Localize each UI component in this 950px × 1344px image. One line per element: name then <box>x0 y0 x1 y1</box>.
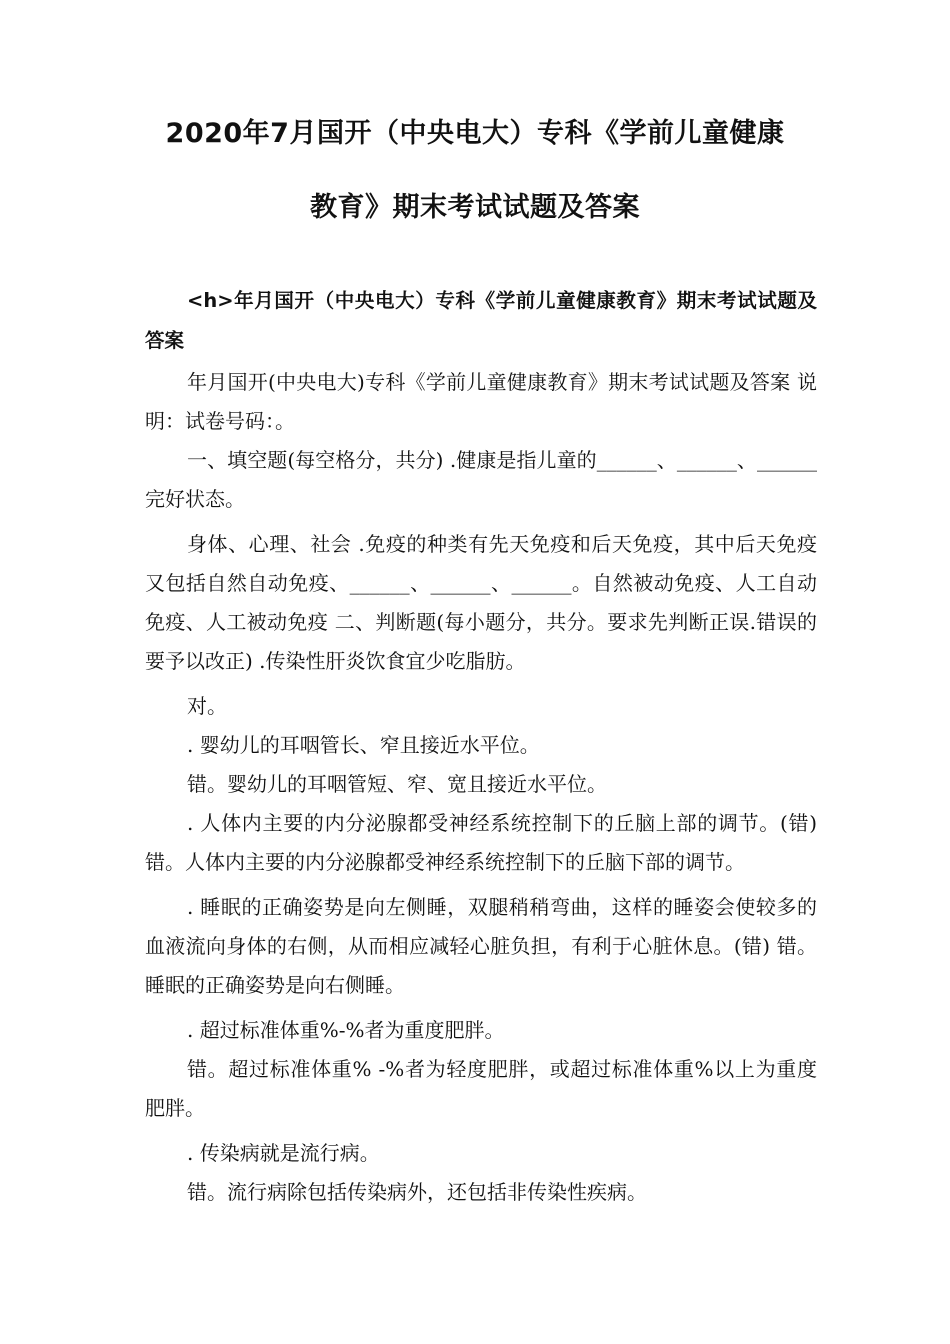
document-title-line-2: 教育》期末考试试题及答案 <box>310 192 640 223</box>
paragraph-heading: <h>年月国开（中央电大）专科《学前儿童健康教育》期末考试试题及答案 <box>145 289 817 352</box>
paragraph-question-2: . 婴幼儿的耳咽管长、窄且接近水平位。 <box>187 733 540 757</box>
paragraph-question-6: . 传染病就是流行病。 <box>187 1141 380 1165</box>
paragraph-fill-in-2: 身体、心理、社会 .免疫的种类有先天免疫和后天免疫，其中后天免疫又包括自然自动免疫、______、______、______。自然被动免疫、人工自动免疫、人工被动免疫 二、判断题(每小题分，共分。要求先判断正误.错误的要予以改正) .传染性肝炎饮食宜少吃脂肪。 <box>145 532 817 673</box>
paragraph-question-3: . 人体内主要的内分泌腺都受神经系统控制下的丘脑上部的调节。(错) 错。人体内主要的内分泌腺都受神经系统控制下的丘脑下部的调节。 <box>145 811 817 874</box>
paragraph-answer-5: 错。超过标准体重% -%者为轻度肥胖，或超过标准体重%以上为重度肥胖。 <box>145 1057 817 1120</box>
paragraph-intro: 年月国开(中央电大)专科《学前儿童健康教育》期末考试试题及答案 说明：试卷号码：。 <box>145 370 817 433</box>
paragraph-question-4: . 睡眠的正确姿势是向左侧睡，双腿稍稍弯曲，这样的睡姿会使较多的血液流向身体的右侧，从而相应减轻心脏负担，有利于心脏休息。(错) 错。睡眠的正确姿势是向右侧睡。 <box>145 895 817 997</box>
paragraph-answer-2: 错。婴幼儿的耳咽管短、窄、宽且接近水平位。 <box>187 772 607 796</box>
paragraph-answer-1: 对。 <box>187 694 227 718</box>
paragraph-fill-in-1: 一、填空题(每空格分，共分) .健康是指儿童的______、______、______完好状态。 <box>145 448 817 511</box>
document-body <box>145 281 817 1212</box>
document-title-line-1: 2020年7月国开（中央电大）专科《学前儿童健康 <box>165 118 785 149</box>
paragraph-answer-6: 错。流行病除包括传染病外，还包括非传染性疾病。 <box>187 1180 647 1204</box>
paragraph-question-5: . 超过标准体重%-%者为重度肥胖。 <box>187 1018 505 1042</box>
